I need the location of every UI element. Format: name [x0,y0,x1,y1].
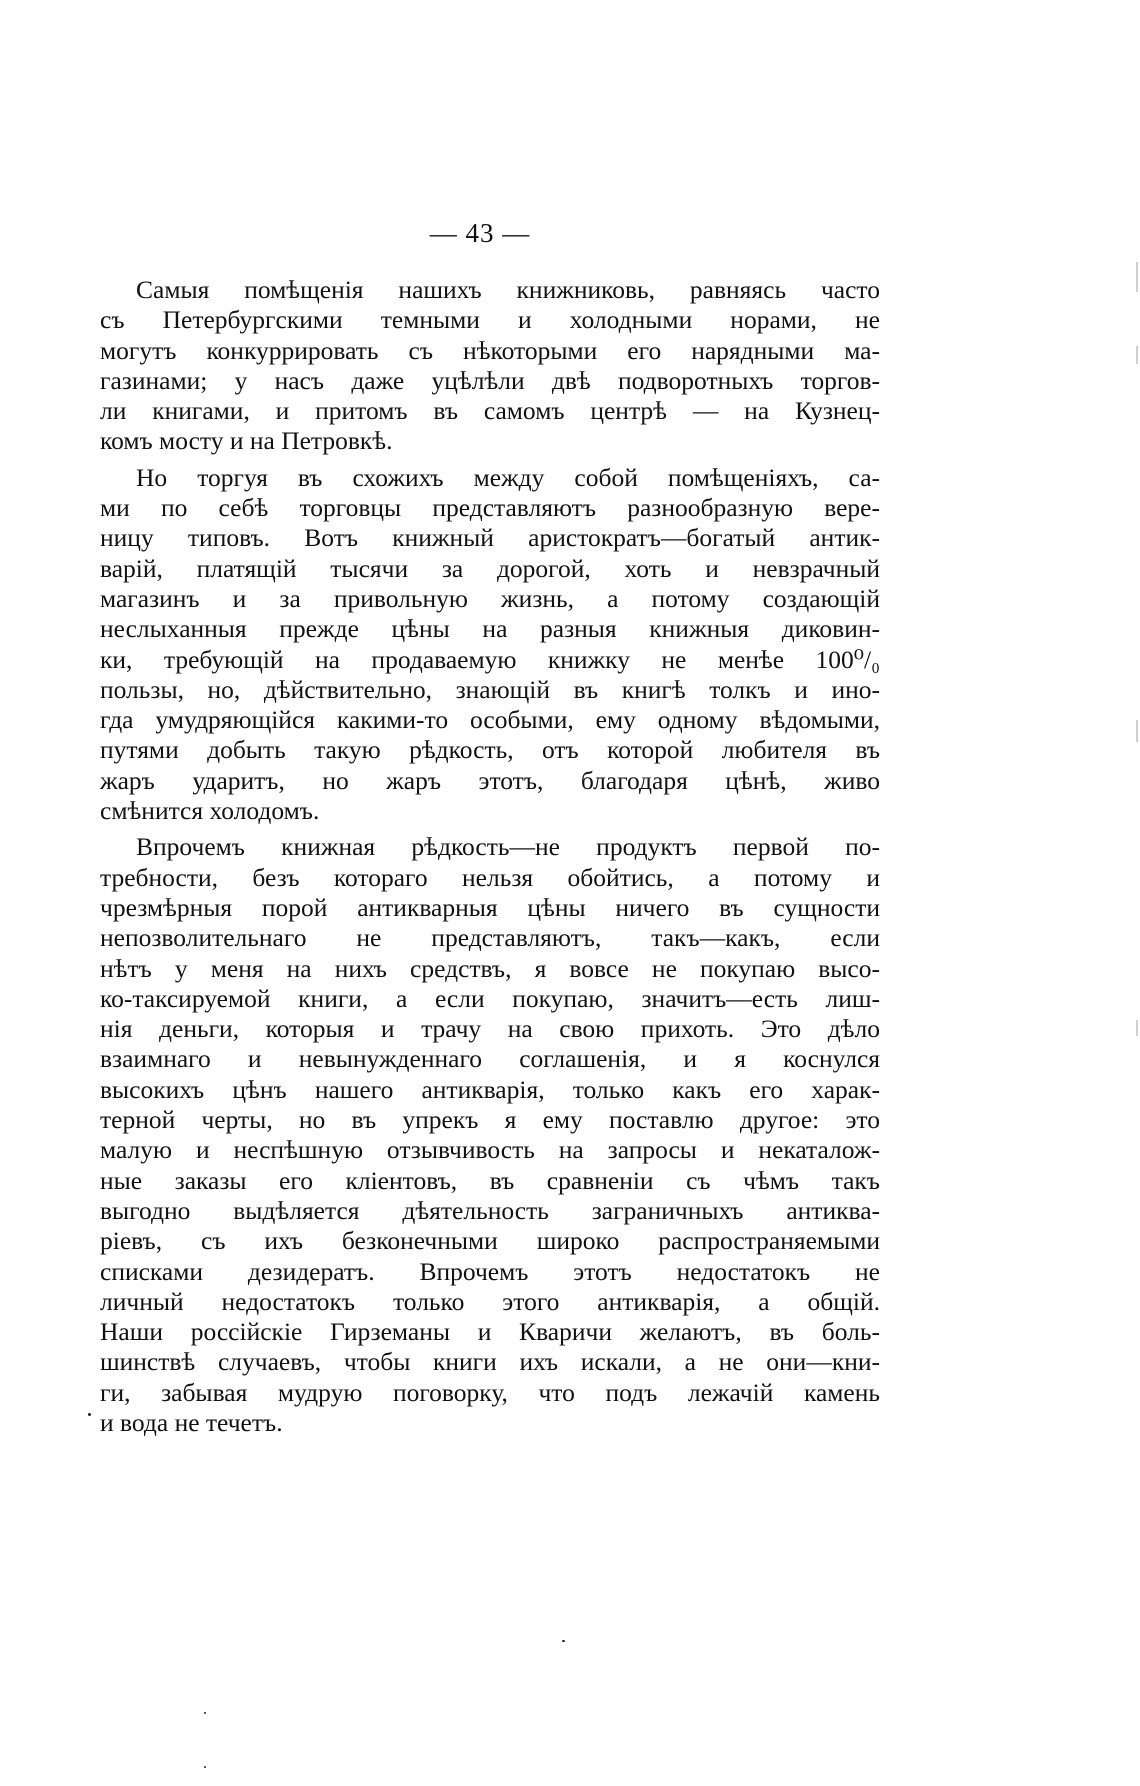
text-line: ріевъ, съ ихъ безконечными широко распространяемыми [100,1226,880,1256]
text-line: жаръ ударитъ, но жаръ этотъ, благодаря цѣнѣ, живо [100,765,880,795]
text-line: требности, безъ котораго нельзя обойтись, а потому и [100,862,880,892]
text-line: чрезмѣрныя порой антикварныя цѣны ничего въ сущности [100,892,880,922]
text-line: Впрочемъ книжная рѣдкость—не продуктъ первой по- [136,832,880,862]
text-line: смѣнится холодомъ. [100,796,320,826]
paragraph-1 [100,275,880,457]
text-line: ли книгами, и притомъ въ самомъ центрѣ — на Кузнец- [100,396,880,426]
text-line: ми по себѣ торговцы представляютъ разнообразную вере- [100,493,880,523]
scan-edge-mark [1136,346,1138,364]
text-line: ки, требующій на продаваемую книжку не менѣе 100⁰/₀ [100,644,880,674]
text-line: высокихъ цѣнъ нашего антикварія, только какъ его харак- [100,1074,880,1104]
body-text [100,275,880,1438]
text-line: газинами; у насъ даже уцѣлѣли двѣ подворотныхъ торгов- [100,365,880,395]
paragraph-2 [100,463,880,827]
text-line: терной черты, но въ упрекъ я ему поставлю другое: это [100,1105,880,1135]
text-line: взаимнаго и невынужденнаго соглашенія, и я коснулся [100,1044,880,1074]
text-line: нѣтъ у меня на нихъ средствъ, я вовсе не покупаю высо- [100,953,880,983]
text-line: могутъ конкуррировать съ нѣкоторыми его нарядными ма- [100,335,880,365]
text-line: гда умудряющійся какими-то особыми, ему одному вѣдомыми, [100,705,880,735]
text-line: выгодно выдѣляется дѣятельность заграничныхъ антиква- [100,1195,880,1225]
text-line: личный недостатокъ только этого антикварія, а общій. [100,1286,880,1316]
text-line: ко-таксируемой книги, а если покупаю, значитъ—есть лиш- [100,983,880,1013]
text-line: пользы, но, дѣйствительно, знающій въ книгѣ толкъ и ино- [100,674,880,704]
scan-speck [204,1766,206,1768]
text-line: непозволительнаго не представляютъ, такъ—какъ, если [100,923,880,953]
text-line: списками дезидератъ. Впрочемъ этотъ недостатокъ не [100,1256,880,1286]
paragraph-3 [100,832,880,1438]
text-line: ги, забывая мудрую поговорку, что подъ лежачій камень [100,1377,880,1407]
scan-edge-mark [1136,262,1138,292]
scan-edge-mark [1136,720,1138,742]
text-line: съ Петербургскими темными и холодными норами, не [100,305,880,335]
text-line: путями добыть такую рѣдкость, отъ которой любителя въ [100,735,880,765]
page-number: — 43 — [429,218,531,248]
text-line: магазинъ и за привольную жизнь, а потому создающій [100,583,880,613]
text-line: шинствѣ случаевъ, чтобы книги ихъ искали, а не они—кни- [100,1347,880,1377]
text-line: Но торгуя въ схожихъ между собой помѣщеніяхъ, са- [136,462,880,492]
text-line: малую и неспѣшную отзывчивость на запросы и некаталож- [100,1135,880,1165]
text-line: Наши россійскіе Гирземаны и Кваричи желаютъ, въ боль- [100,1317,880,1347]
scan-speck [88,1413,91,1416]
text-line: комъ мосту и на Петровкѣ. [100,426,393,456]
text-line: ницу типовъ. Вотъ книжный аристократъ—богатый антик- [100,523,880,553]
scan-edge-mark [1136,1020,1138,1036]
text-line: и вода не течетъ. [100,1407,283,1437]
text-line: неслыханныя прежде цѣны на разныя книжныя диковин- [100,614,880,644]
scan-speck [562,1640,565,1642]
text-line: Самыя помѣщенія нашихъ книжниковь, равняясь часто [136,275,880,304]
scan-speck [204,1712,206,1714]
text-line: варій, платящій тысячи за дорогой, хоть и невзрачный [100,553,880,583]
text-line: ные заказы его кліентовъ, въ сравненіи съ чѣмъ такъ [100,1165,880,1195]
text-line: нія деньги, которыя и трачу на свою прихоть. Это дѣло [100,1014,880,1044]
